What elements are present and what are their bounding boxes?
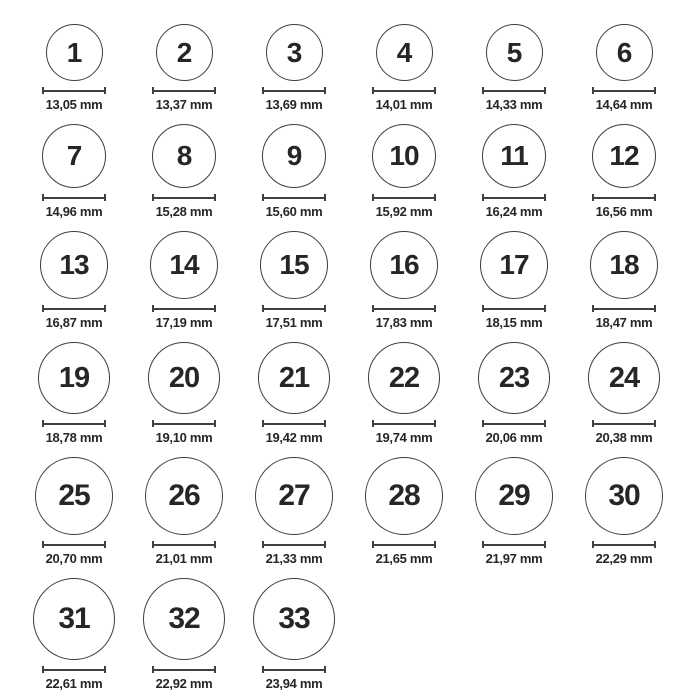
ring-size-cell	[129, 457, 239, 566]
ring-circle	[255, 457, 333, 535]
diameter-measure-line	[42, 666, 106, 673]
ring-circle	[596, 24, 653, 81]
diameter-measure-line	[152, 541, 216, 548]
diameter-label: 20,06 mm	[485, 430, 543, 445]
ring-circle	[365, 457, 443, 535]
ring-size-cell	[129, 578, 239, 691]
ring-row	[19, 457, 700, 566]
diameter-label: 14,01 mm	[375, 97, 433, 112]
diameter-label: 18,15 mm	[485, 315, 543, 330]
ring-circle	[486, 24, 543, 81]
diameter-label: 16,87 mm	[45, 315, 103, 330]
diameter-label: 15,28 mm	[155, 204, 213, 219]
ring-row	[19, 578, 700, 691]
ring-size-cell	[349, 342, 459, 445]
ring-size-number: 14	[169, 249, 199, 280]
ring-size-number: 23	[498, 361, 530, 394]
ring-size-cell	[239, 231, 349, 330]
ring-size-number: 5	[506, 36, 522, 68]
diameter-measure-line	[372, 420, 436, 427]
diameter-measure-line	[262, 194, 326, 201]
ring-circle	[585, 457, 663, 535]
ring-size-number: 11	[500, 140, 528, 171]
diameter-label: 17,51 mm	[265, 315, 323, 330]
diameter-measure-line	[592, 541, 656, 548]
ring-size-number: 8	[176, 140, 192, 171]
ring-size-number: 13	[59, 249, 89, 280]
diameter-label: 23,94 mm	[265, 676, 323, 691]
diameter-label: 15,60 mm	[265, 204, 323, 219]
ring-circle	[156, 24, 213, 81]
diameter-label: 13,37 mm	[155, 97, 213, 112]
ring-size-cell	[129, 124, 239, 219]
ring-size-number: 31	[58, 602, 90, 635]
diameter-measure-line	[42, 420, 106, 427]
ring-size-number: 15	[279, 249, 309, 280]
ring-size-cell	[19, 231, 129, 330]
diameter-measure-line	[482, 420, 546, 427]
diameter-label: 14,96 mm	[45, 204, 103, 219]
ring-row	[19, 231, 700, 330]
ring-circle	[33, 578, 115, 660]
ring-size-cell	[239, 342, 349, 445]
ring-size-number: 30	[608, 479, 640, 512]
ring-size-number: 17	[499, 249, 529, 280]
diameter-label: 13,69 mm	[265, 97, 323, 112]
ring-size-cell	[239, 124, 349, 219]
diameter-measure-line	[372, 541, 436, 548]
diameter-label: 20,38 mm	[595, 430, 653, 445]
ring-circle	[260, 231, 328, 299]
diameter-measure-line	[592, 305, 656, 312]
ring-circle	[152, 124, 216, 188]
ring-size-number: 12	[609, 140, 639, 171]
ring-size-number: 6	[616, 36, 632, 68]
diameter-measure-line	[262, 541, 326, 548]
ring-circle	[372, 124, 436, 188]
ring-circle	[370, 231, 438, 299]
ring-size-cell	[19, 342, 129, 445]
ring-size-cell	[239, 24, 349, 112]
ring-size-number: 32	[168, 602, 200, 635]
ring-size-cell	[129, 24, 239, 112]
diameter-measure-line	[482, 305, 546, 312]
diameter-measure-line	[372, 194, 436, 201]
diameter-label: 17,19 mm	[155, 315, 213, 330]
ring-size-cell	[459, 457, 569, 566]
diameter-label: 22,61 mm	[45, 676, 103, 691]
diameter-measure-line	[152, 194, 216, 201]
ring-circle	[40, 231, 108, 299]
ring-row	[19, 124, 700, 219]
ring-size-cell	[459, 342, 569, 445]
ring-size-cell	[349, 124, 459, 219]
ring-size-number: 25	[58, 479, 90, 512]
ring-size-number: 24	[608, 361, 640, 394]
ring-size-number: 22	[388, 361, 420, 394]
ring-circle	[150, 231, 218, 299]
diameter-label: 20,70 mm	[45, 551, 103, 566]
ring-size-number: 29	[498, 479, 530, 512]
ring-size-cell	[19, 24, 129, 112]
diameter-label: 14,64 mm	[595, 97, 653, 112]
ring-circle	[475, 457, 553, 535]
ring-circle	[35, 457, 113, 535]
ring-size-number: 21	[278, 361, 310, 394]
ring-size-number: 27	[278, 479, 310, 512]
ring-circle	[148, 342, 220, 414]
diameter-measure-line	[262, 666, 326, 673]
ring-circle	[588, 342, 660, 414]
ring-size-number: 28	[388, 479, 420, 512]
ring-size-number: 33	[278, 602, 310, 635]
diameter-label: 19,74 mm	[375, 430, 433, 445]
diameter-label: 17,83 mm	[375, 315, 433, 330]
ring-size-cell	[129, 342, 239, 445]
ring-size-cell	[459, 24, 569, 112]
diameter-label: 19,42 mm	[265, 430, 323, 445]
diameter-measure-line	[482, 541, 546, 548]
ring-row	[19, 24, 700, 112]
diameter-label: 16,56 mm	[595, 204, 653, 219]
ring-size-cell	[459, 231, 569, 330]
diameter-label: 21,01 mm	[155, 551, 213, 566]
ring-size-number: 2	[176, 36, 192, 68]
ring-circle	[38, 342, 110, 414]
ring-size-number: 7	[66, 140, 82, 171]
diameter-label: 18,47 mm	[595, 315, 653, 330]
ring-size-cell	[569, 457, 679, 566]
ring-circle	[46, 24, 103, 81]
diameter-measure-line	[482, 194, 546, 201]
ring-size-number: 3	[286, 36, 302, 68]
ring-size-cell	[239, 578, 349, 691]
ring-row	[19, 342, 700, 445]
diameter-measure-line	[152, 666, 216, 673]
diameter-measure-line	[372, 87, 436, 94]
diameter-label: 21,65 mm	[375, 551, 433, 566]
ring-circle	[145, 457, 223, 535]
diameter-measure-line	[262, 87, 326, 94]
diameter-label: 21,33 mm	[265, 551, 323, 566]
diameter-measure-line	[372, 305, 436, 312]
ring-circle	[253, 578, 335, 660]
diameter-label: 14,33 mm	[485, 97, 543, 112]
ring-size-number: 26	[168, 479, 200, 512]
diameter-measure-line	[152, 420, 216, 427]
ring-size-number: 16	[389, 249, 419, 280]
ring-size-cell	[129, 231, 239, 330]
ring-size-cell	[349, 231, 459, 330]
diameter-measure-line	[262, 305, 326, 312]
ring-size-cell	[569, 124, 679, 219]
ring-circle	[262, 124, 326, 188]
ring-circle	[590, 231, 658, 299]
ring-size-number: 4	[396, 36, 412, 68]
diameter-measure-line	[42, 87, 106, 94]
diameter-measure-line	[42, 305, 106, 312]
diameter-label: 13,05 mm	[45, 97, 103, 112]
diameter-measure-line	[592, 87, 656, 94]
ring-circle	[480, 231, 548, 299]
diameter-measure-line	[592, 194, 656, 201]
ring-size-cell	[349, 24, 459, 112]
ring-circle	[478, 342, 550, 414]
diameter-label: 15,92 mm	[375, 204, 433, 219]
ring-size-number: 19	[58, 361, 90, 394]
ring-circle	[42, 124, 106, 188]
ring-size-number: 1	[66, 36, 82, 68]
ring-size-cell	[19, 578, 129, 691]
diameter-label: 18,78 mm	[45, 430, 103, 445]
diameter-measure-line	[152, 305, 216, 312]
ring-circle	[143, 578, 225, 660]
ring-circle	[482, 124, 546, 188]
ring-circle	[258, 342, 330, 414]
ring-circle	[368, 342, 440, 414]
ring-size-cell	[569, 231, 679, 330]
diameter-measure-line	[262, 420, 326, 427]
ring-circle	[376, 24, 433, 81]
ring-size-number: 20	[168, 361, 200, 394]
diameter-label: 22,29 mm	[595, 551, 653, 566]
diameter-measure-line	[42, 194, 106, 201]
diameter-measure-line	[592, 420, 656, 427]
diameter-measure-line	[152, 87, 216, 94]
ring-size-number: 10	[389, 140, 419, 171]
diameter-label: 21,97 mm	[485, 551, 543, 566]
ring-size-cell	[19, 457, 129, 566]
diameter-measure-line	[482, 87, 546, 94]
ring-size-cell	[569, 342, 679, 445]
ring-size-number: 9	[286, 140, 302, 171]
ring-circle	[266, 24, 323, 81]
ring-size-cell	[569, 24, 679, 112]
diameter-label: 16,24 mm	[485, 204, 543, 219]
diameter-label: 19,10 mm	[155, 430, 213, 445]
ring-size-cell	[239, 457, 349, 566]
diameter-measure-line	[42, 541, 106, 548]
ring-size-cell	[459, 124, 569, 219]
ring-size-cell	[19, 124, 129, 219]
diameter-label: 22,92 mm	[155, 676, 213, 691]
ring-size-number: 18	[609, 249, 639, 280]
ring-size-cell	[349, 457, 459, 566]
ring-circle	[592, 124, 656, 188]
